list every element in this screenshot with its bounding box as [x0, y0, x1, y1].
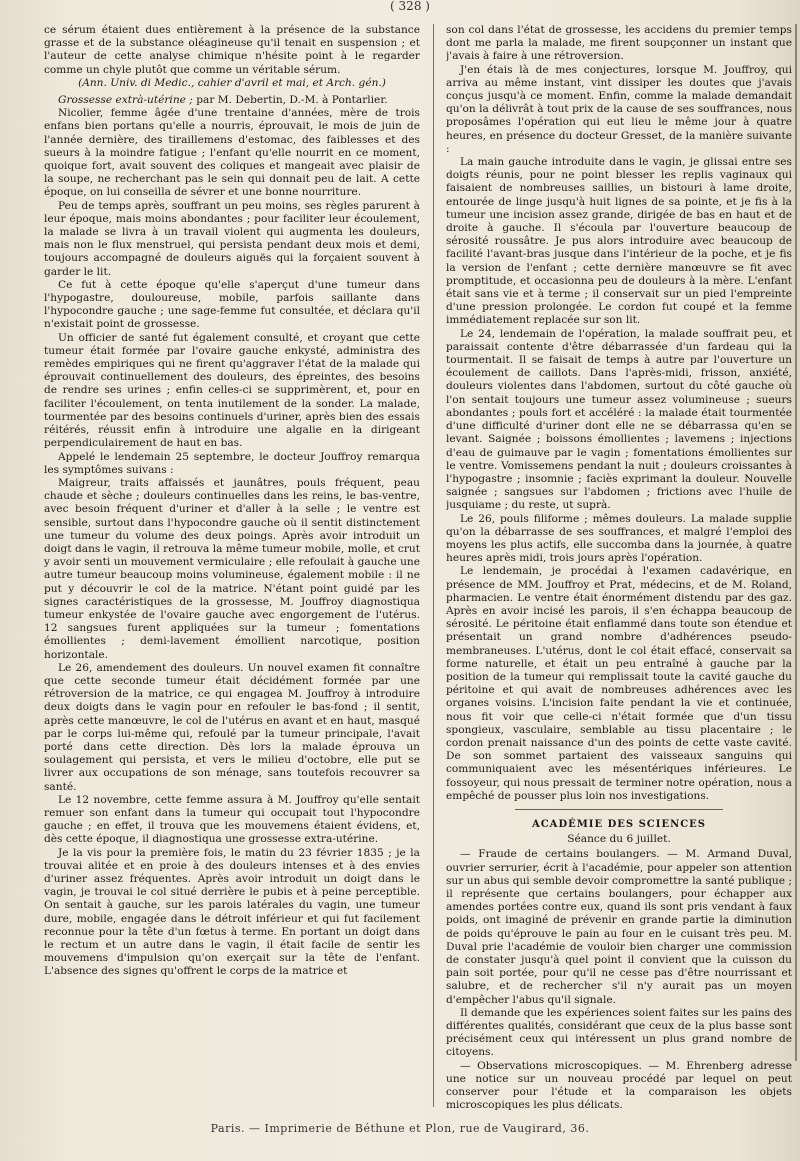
source-citation: (Ann. Univ. di Medic., cahier d'avril et mai, et Arch. gén.) [78, 76, 386, 89]
paragraph: Le 26, amendement des douleurs. Un nouvel examen fit connaître que cette seconde tumeur était décidément formée par une rétroversion de la matrice, ce qui engagea M. Jouffroy à introduire deux doigts dans le vagin pour en refouler le bas-fond ; il sentit, après cette manœuvre, le col de l'utérus en avant et en haut, masqué par le corps lui-même qui, refoulé par la tumeur principale, l'avait porté dans cette direction. Dès lors la malade éprouva un soulagement qui persista, et vers le milieu d'octobre, elle put se livrer aux occupations de son ménage, sans toutefois recouvrer sa santé. [44, 661, 420, 793]
paragraph: Je la vis pour la première fois, le matin du 23 février 1835 ; je la trouvai alitée et en proie à des douleurs intenses et à des envies d'uriner assez fréquentes. Après avoir introduit un doigt dans le vagin, je trouvai le col situé derrière le pubis et à peine perceptible. On sentait à gauche, sur les parois latérales du vagin, une tumeur dure, mobile, engagée dans le détroit inférieur et qui fut facilement reconnue pour la tête d'un fœtus à terme. En portant un doigt dans le rectum et un autre dans le vagin, il était facile de sentir les mouvemens d'impulsion qu'on exerçait sur la tête de l'enfant. L'absence des signes qu'offrent le corps de la matrice et [44, 846, 420, 978]
section-date: Séance du 6 juillet. [567, 833, 671, 846]
article-byline: par M. Debertin, D.-M. à Pontarlier. [192, 94, 388, 107]
page-edge-rule [795, 24, 797, 1061]
left-column [44, 24, 420, 1111]
paragraph: Maigreur, traits affaissés et jaunâtres, pouls fréquent, peau chaude et sèche ; douleurs continuelles dans les reins, le bas-ventre, avec besoin fréquent d'uriner et d'aller à la selle ; le ventre est sensible, surtout dans l'hypocondre gauche où il sentit distinctement une tumeur du volume des deux poings. Après avoir introduit un doigt dans le vagin, il retrouva la même tumeur mobile, molle, et crut y avoir senti un mouvement vermiculaire ; elle refoulait à gauche une autre tumeur beaucoup moins volumineuse, également mobile : il ne put y découvrir le col de la matrice. N'étant point guidé par les signes caractéristiques de la grossesse, M. Jouffroy diagnostiqua tumeur enkystée de l'ovaire gauche avec engorgement de l'utérus. 12 sangsues furent appliquées sur la tumeur ; fomentations émollientes ; demi-lavement émollient narcotique, position horizontale. [44, 476, 420, 661]
section-title: ACADÉMIE DES SCIENCES [531, 818, 707, 830]
paragraph: Un officier de santé fut également consulté, et croyant que cette tumeur était formée par l'ovaire gauche enkysté, administra des remèdes empiriques qui ne firent qu'aggraver l'état de la malade qui éprouvait continuellement des douleurs, des épreintes, des besoins de rendre ses urines ; enfin celles-ci se supprimèrent, et, pour en faciliter l'écoulement, on tenta inutilement de la sonder. La malade, tourmentée par des besoins continuels d'uriner, après bien des essais réitérés, réussit enfin à introduire une algalie en la dirigeant perpendiculairement de haut en bas. [44, 331, 420, 450]
right-column [446, 24, 792, 1111]
paragraph: son col dans l'état de grossesse, les accidens du premier temps dont me parla la malade, me firent soupçonner un instant que j'avais à faire à une rétroversion. [446, 24, 792, 63]
printer-footer: Paris. — Imprimerie de Béthune et Plon, rue de Vaugirard, 36. [210, 1122, 590, 1135]
paragraph: — Fraude de certains boulangers. — M. Armand Duval, ouvrier serrurier, écrit à l'académie, pour appeler son attention sur un abus qui semble devoir compromettre la santé publique ; il représente que certains boulangers, pour échapper aux amendes portées contre eux, quand ils sont pris vendant à faux poids, ont imaginé de prévenir en grande partie la diminution de poids qu'éprouve le pain au four en le cuisant très peu. M. Duval prie l'académie de vouloir bien charger une commission de constater jusqu'à quel point il convient que la cuisson du pain soit portée, pour qu'il ne cesse pas d'être nourrissant et salubre, et de rechercher s'il n'y aurait pas un moyen d'empêcher l'abus qu'il signale. [446, 848, 792, 1006]
paragraph: Le 12 novembre, cette femme assura à M. Jouffroy qu'elle sentait remuer son enfant dans la tumeur qui occupait tout l'hypocondre gauche ; en effet, il trouva que les mouvemens étaient évidens, et, dès cette époque, il diagnostiqua une grossesse extra-utérine. [44, 793, 420, 846]
paragraph: Peu de temps après, souffrant un peu moins, ses règles parurent à leur époque, mais moins abondantes ; pour faciliter leur écoulement, la malade se livra à un travail violent qui augmenta les douleurs, mais non le flux menstruel, qui persista pendant deux mois et demi, toujours accompagné de douleurs aiguës qui la forçaient souvent à garder le lit. [44, 199, 420, 278]
paragraph: — Observations microscopiques. — M. Ehrenberg adresse une notice sur un nouveau procédé par lequel on peut conserver pour l'étude et la comparaison les objets microscopiques les plus délicats. [446, 1059, 792, 1111]
paragraph: Le 26, pouls filiforme ; mêmes douleurs. La malade supplie qu'on la débarrasse de ses souffrances, et malgré l'emploi des moyens les plus actifs, elle succomba dans la journée, à quatre heures après midi, trois jours après l'opération. [446, 512, 792, 565]
page-number: ( 328 ) [390, 0, 430, 13]
paragraph: Le 24, lendemain de l'opération, la malade souffrait peu, et paraissait contente d'être débarrassée d'un fardeau qui la tourmentait. Il se faisait de temps à autre par l'ouverture un écoulement de caillots. Dans l'après-midi, frisson, anxiété, douleurs violentes dans l'abdomen, surtout du côté gauche où l'on sentait toujours une tumeur assez volumineuse ; sueurs abondantes ; pouls fort et accéléré : la malade était tourmentée d'une difficulté d'uriner dont elle ne se débarrassa qu'en se levant. Saignée ; boissons émollientes ; lavemens ; injections d'eau de guimauve par le vagin ; fomentations émollientes sur le ventre. Vomissemens pendant la nuit ; douleurs croissantes à l'hypogastre ; insomnie ; faciès exprimant la douleur. Nouvelle saignée ; sangsues sur l'abdomen ; frictions avec l'huile de jusquiame ; du reste, ut suprà. [446, 327, 792, 512]
section-divider [515, 809, 723, 810]
column-divider [433, 24, 434, 1107]
paragraph: Appelé le lendemain 25 septembre, le docteur Jouffroy remarqua les symptômes suivans : [44, 450, 420, 476]
article-title: Grossesse extrà-utérine ; [58, 94, 193, 107]
paragraph: Il demande que les expériences soient faites sur les pains des différentes qualités, considérant que ceux de la plus basse sont précisément ceux qui intéressent un plus grand nombre de citoyens. [446, 1006, 792, 1059]
paragraph: Ce fut à cette époque qu'elle s'aperçut d'une tumeur dans l'hypogastre, douloureuse, mobile, parfois saillante dans l'hypocondre gauche ; une sage-femme fut consultée, et déclara qu'il n'existait point de grossesse. [44, 278, 420, 331]
paragraph: Nicolier, femme âgée d'une trentaine d'années, mère de trois enfans bien portans qu'elle a nourris, éprouvait, le mois de juin de l'année dernière, des tiraillemens d'estomac, des faiblesses et des sueurs à la moindre fatigue ; l'enfant qu'elle nourrit en ce moment, quoique fort, avait souvent des coliques et mangeait avec plaisir de la soupe, ne recherchant pas le sein qui donnait peu de lait. A cette époque, on lui conseilla de sévrer et une bonne nourriture. [44, 107, 420, 199]
article-heading [44, 94, 420, 107]
paragraph: ce sérum étaient dues entièrement à la présence de la substance grasse et de la substance oléagineuse qu'il tenait en suspension ; et l'auteur de cette analyse chimique n'hésite point à le regarder comme un chyle plutôt que comme un véritable sérum. [44, 24, 420, 76]
paragraph: La main gauche introduite dans le vagin, je glissai entre ses doigts réunis, pour ne point blesser les replis vaginaux qui faisaient de nombreuses saillies, un bistouri à lame droite, entourée de linge jusqu'à huit lignes de sa pointe, et je fis à la tumeur une incision assez grande, dirigée de bas en haut et de droite à gauche. Il s'écoula par l'ouverture beaucoup de sérosité roussâtre. Je pus alors introduire avec beaucoup de facilité l'avant-bras jusque dans l'intérieur de la poche, et je fis la version de l'enfant ; cette dernière manœuvre se fit avec promptitude, et occasionna peu de douleurs à la mère. L'enfant était sans vie et à terme ; il conservait sur un pied l'empreinte d'une pression prolongée. Le cordon fut coupé et la femme immédiatement replacée sur son lit. [446, 156, 792, 327]
paragraph: J'en étais là de mes conjectures, lorsque M. Jouffroy, qui arriva au même instant, vint dissiper les doutes que j'avais conçus jusqu'à ce moment. Enfin, comme la malade demandait qu'on la délivrât à tout prix de la cause de ses souffrances, nous proposâmes l'opération qui eut lieu le même jour à quatre heures, en présence du docteur Gresset, de la manière suivante : [446, 63, 792, 155]
paragraph: Le lendemain, je procédai à l'examen cadavérique, en présence de MM. Jouffroy et Prat, médecins, et de M. Roland, pharmacien. Le ventre était énormément distendu par des gaz. Après en avoir incisé les parois, il s'en échappa beaucoup de sérosité. Le péritoine était enflammé dans toute son étendue et présentait un grand nombre d'adhérences pseudo-membraneuses. L'utérus, dont le col était effacé, conservait sa forme naturelle, et était un peu entraîné à gauche par la position de la tumeur qui remplissait toute la cavité gauche du péritoine et qui avait de nombreuses adhérences avec les organes voisins. L'incision faite pendant la vie et continuée, nous fit voir que celle-ci n'était formée que d'un tissu spongieux, vasculaire, semblable au tissu placentaire ; le cordon prenait naissance d'un des points de cette vaste cavité. De son sommet partaient des vaisseaux sanguins qui communiquaient avec les mésentériques inférieures. Le fossoyeur, qui nous pressait de terminer notre opération, nous a empêché de pousser plus loin nos investigations. [446, 565, 792, 802]
